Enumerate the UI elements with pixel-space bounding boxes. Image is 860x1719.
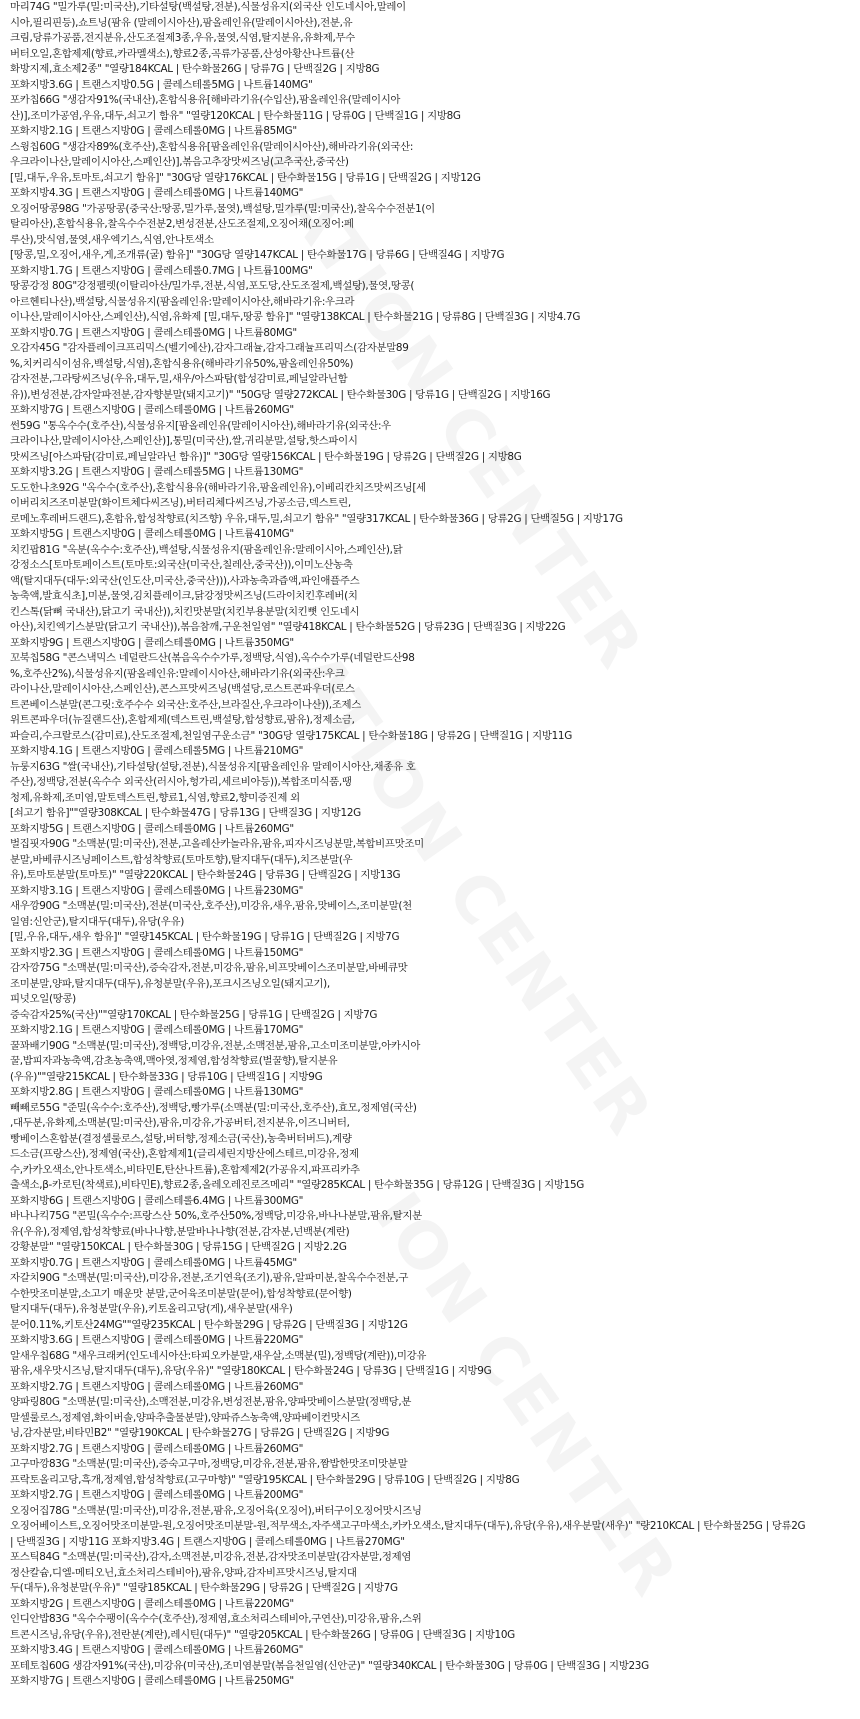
text-line: 오징어베이스트,오징어맛조미분말-원,오징어맛조미분말-원,적무색소,자주색고구마색소,카카오색소,탈지대두(대두),유당(우유),새우분말(새우)" "량210KCAL | 탄수화물25G | 당류2G bbox=[10, 1520, 806, 1532]
text-line: 프락토올리고당,흑개,정제염,합성착향료(고구마향)" "열량195KCAL | 탄수화물29G | 당류10G | 단백질2G | 지방8G bbox=[10, 1473, 520, 1486]
text-line: 주산),정백당,전분(옥수수 외국산(러시아,헝가리,세르비아등)),복합조미식품,땡 bbox=[10, 776, 352, 788]
text-line: 마리74G "밀가루(밀:미국산),기타설탕(백설탕,전분),식물성유지(외국산 인도네시아,말레이 bbox=[10, 1, 406, 13]
text-line: 루산),맛식염,물엿,새우엑기스,식염,안나토색소 bbox=[10, 233, 214, 246]
text-line: | 단백질3G | 지방11G 포화지방3.4G | 트랜스지방0G | 콜레스테롤0MG | 나트륨270MG" bbox=[10, 1535, 405, 1548]
text-line: 인디안밥83G "옥수수팽이(옥수수(호주산),정제염,효소처리스테비아,구연산),미강유,팜유,스위 bbox=[10, 1613, 422, 1625]
text-line: 라이나산,말레이시아산,스페인산),콘스프맛씨즈닝(백설당,로스트콘파우더(로스 bbox=[10, 683, 355, 695]
text-line: 트콘시즈닝,유당(우유),전란분(계란),레시틴(대두)" "열량205KCAL | 탄수화물26G | 당류0G | 단백질3G | 지방10G bbox=[10, 1628, 515, 1641]
text-line: 위트콘파우더(뉴질랜드산),혼합제제(덱스트린,백설탕,합성향료,팜유),정제소금, bbox=[10, 714, 355, 726]
text-line: 강황분말" "열량150KCAL | 탄수화물30G | 당류15G | 단백질2G | 지방2.2G bbox=[10, 1241, 347, 1253]
text-line: 킨스톡(닭뼈 국내산),닭고기 국내산)),치킨맛분말(치킨부용분말(치킨뼛 인도네시 bbox=[10, 605, 360, 618]
text-line: 산)],조미가공염,우유,대두,쇠고기 함유" "열량120KCAL | 탄수화물11G | 당류0G | 단백질1G | 지방8G bbox=[10, 109, 461, 122]
text-line: 감자깡75G "소맥분(밀:미국산),증숙감자,전분,미강유,팜유,비프맛베이스조미분말,바베큐맛 bbox=[10, 962, 408, 974]
text-line: 땅콩강정 80G"강정펠렛(이탈리아산/밀가루,전분,식염,포도당,산도조절제,백설탕),물엿,땅콩( bbox=[10, 280, 415, 292]
text-line: 조미분말,양파,탈지대두(대두),유청분말(우유),포크시즈닝오일(돼지고기), bbox=[10, 977, 330, 990]
text-line: 새우깡90G "소맥분(밀:미국산),전분(미국산,호주산),미강유,새우,팜유,맛베이스,조미분말(천 bbox=[10, 900, 412, 912]
text-line: 이나산,말레이시아산,스페인산),식염,유화제 [밀,대두,땅콩 함유]" "열량138KCAL | 탄수화물21G | 당류8G | 단백질3G | 지방4.7G bbox=[10, 311, 581, 323]
text-line: 포화지방1.7G | 트랜스지방0G | 콜레스테롤0.7MG | 나트륨100MG" bbox=[10, 264, 313, 277]
text-line: 포스틱84G "소맥분(밀:미국산),감자,소맥전분,미강유,전분,감자맛조미분말(감자분말,정제염 bbox=[10, 1551, 412, 1563]
text-line: 유),토마토분말(토마토)" "열량220KCAL | 탄수화물24G | 당류3G | 단백질2G | 지방13G bbox=[10, 869, 401, 881]
text-line: 출색소,β-카로틴(착색료),비타민E),향료2종,올레오레진로즈메리" "열량285KCAL | 탄수화물35G | 당류12G | 단백질3G | 지방15G bbox=[10, 1179, 585, 1191]
text-line: 유)),변성전분,감자알파전분,감자향분말(돼지고기)" "50G당 열량272KCAL | 탄수화물30G | 당류1G | 단백질2G | 지방16G bbox=[10, 388, 551, 401]
text-line: 크림,당류가공품,전지분유,산도조절제3종,우유,물엿,식염,탈지분유,유화제,무수 bbox=[10, 32, 355, 44]
text-line: 말셀룰로스,정제염,화이버솔,양파추출물분말),양파쥬스농축액,양파베이컨맛시즈 bbox=[10, 1411, 360, 1424]
text-line: 포화지방3.4G | 트랜스지방0G | 콜레스테롤0MG | 나트륨260MG" bbox=[10, 1644, 304, 1656]
text-line: 팜유,새우맛시즈닝,탈지대두(대두),유당(우유)" "열량180KCAL | 탄수화물24G | 당류3G | 단백질1G | 지방9G bbox=[10, 1365, 492, 1377]
text-line: 로메노후레버드랜드),혼합유,합성착향료(치즈향) 우유,대두,밀,쇠고기 함유" "열량317KCAL | 탄수화물36G | 당류2G | 단백질5G | 지방17G bbox=[10, 512, 623, 525]
text-line: 우크라이나산,말레이시아산,스페인산)],볶음고추장맛씨즈닝(고추국산,중국산) bbox=[10, 156, 349, 168]
text-line: 버터오일,혼합제제(향료,카라멜색소),향료2종,곡류가공품,산성아황산나트륨(산 bbox=[10, 47, 355, 60]
text-line: %,호주산2%),식물성유지(팜올레인유:말레이시아산,해바라기유(외국산:우크 bbox=[10, 667, 345, 680]
text-line: 포화지방2.7G | 트랜스지방0G | 콜레스테롤0MG | 나트륨260MG" bbox=[10, 1380, 304, 1393]
text-line: 빵베이스혼합분(결정셀룰로스,설탕,버터향,정제소금(국산),농축버터버드),계량 bbox=[10, 1132, 352, 1145]
text-line: 양파링80G "소맥분(밀:미국산),소맥전분,미강유,변성전분,팜유,양파맛베이스분말(정백당,분 bbox=[10, 1396, 412, 1408]
text-line: 포화지방2G | 트랜스지방0G | 콜레스테롤0MG | 나트륨220MG" bbox=[10, 1597, 294, 1610]
text-line: 화방지제,효소제2종" "열량184KCAL | 탄수화물26G | 당류7G | 단백질2G | 지방8G bbox=[10, 63, 380, 75]
text-line: 포화지방4.1G | 트랜스지방0G | 콜레스테롤5MG | 나트륨210MG" bbox=[10, 745, 304, 757]
text-line: 포화지방2.1G | 트랜스지방0G | 콜레스테롤0MG | 나트륨170MG" bbox=[10, 1024, 304, 1036]
text-line: 포화지방2.3G | 트랜스지방0G | 콜레스테롤0MG | 나트륨150MG" bbox=[10, 946, 304, 959]
text-line: 포화지방6G | 트랜스지방0G | 콜레스테롤6.4MG | 나트륨300MG" bbox=[10, 1194, 304, 1207]
text-line: 포화지방2.8G | 트랜스지방0G | 콜레스테롤0MG | 나트륨130MG" bbox=[10, 1086, 304, 1098]
text-line: [쇠고기 함유]""열량308KCAL | 탄수화물47G | 당류13G | 단백질3G | 지방12G bbox=[10, 807, 361, 819]
text-line: 시아,필리핀등),쇼트닝(팜유 (말레이시아산),팜올레인유(말레이시아산),전분,유 bbox=[10, 16, 353, 29]
text-line: 포화지방5G | 트랜스지방0G | 콜레스테롤0MG | 나트륨260MG" bbox=[10, 822, 294, 835]
text-line: 포화지방0.7G | 트랜스지방0G | 콜레스테롤0MG | 나트륨80MG" bbox=[10, 326, 297, 339]
text-line: 고구마깡83G "소맥분(밀:미국산),증숙고구마,정백당,미강유,전분,팜유,짬밥한맛조미맛분말 bbox=[10, 1458, 408, 1470]
text-line: 꿀꽈배기90G "소맥분(밀:미국산),정백당,미강유,전분,소맥전분,팜유,고소미조미분말,아카시아 bbox=[10, 1039, 421, 1052]
text-line: 뉴룽지63G "쌀(국내산),기타설탕(설탕,전분),식물성유지[팜올레인유 말레이시아산,채종유 호 bbox=[10, 760, 416, 773]
text-line: 포화지방9G | 트랜스지방0G | 콜레스테롤0MG | 나트륨350MG" bbox=[10, 636, 294, 649]
text-line: 정산칼슘,디엘-메티오닌,효소처리스테비아),팜유,양파,감자비프맛시즈닝,탈지대 bbox=[10, 1566, 357, 1579]
text-line: 트콘베이스분말(콘그릿:호주수수 외국산:호주산,브라질산,우크라이나산)),조제스 bbox=[10, 698, 362, 711]
text-line: 포카칩66G "생감자91%(국내산),혼합식용유[해바라기유(수입산),팜올레인유(말레이시아 bbox=[10, 94, 401, 106]
nutrition-ingredient-list bbox=[10, 0, 855, 1690]
text-line: 포화지방2.7G | 트랜스지방0G | 콜레스테롤0MG | 나트륨200MG" bbox=[10, 1489, 304, 1501]
text-line: 꼬북칩58G "콘스낵믹스 네덜란드산(볶음옥수수가루,정백당,식염),옥수수가루(네덜란드산98 bbox=[10, 652, 415, 664]
text-line: 증숙감자25%(국산)""열량170KCAL | 탄수화물25G | 당류1G | 단백질2G | 지방7G bbox=[10, 1008, 378, 1021]
text-line: 빼빼로55G "준밀(옥수수:호주산),정백당,빵가루(소맥분(밀:미국산,호주산),효모,정제염(국산) bbox=[10, 1101, 417, 1114]
text-line: ,대두분,유화제,소맥분(밀:미국산),팜유,미강유,가공버터,전지분유,이즈니버터, bbox=[10, 1117, 350, 1129]
text-line: 오징어집78G "소맥분(밀:미국산),미강유,전분,팜유,오징어육(오징어),버터구이오징어맛시즈닝 bbox=[10, 1504, 422, 1517]
text-line: 알새우칩68G "새우크래커(인도네시아산:타피오카분말,새우살,소맥분(밀),정백당(계란)),미강유 bbox=[10, 1349, 427, 1362]
text-line: 포화지방2.7G | 트랜스지방0G | 콜레스테롤0MG | 나트륨260MG" bbox=[10, 1442, 304, 1455]
text-line: 포테토칩60G 생감자91%(국산),미강유(미국산),조미염분말(볶음천일염(신안군)" "열량340KCAL | 탄수화물30G | 당류0G | 단백질3G | 지방23G bbox=[10, 1659, 649, 1672]
text-line: 일염:신안군),탈지대두(대두),유당(우유) bbox=[10, 915, 185, 928]
text-line: 포화지방3.2G | 트랜스지방0G | 콜레스테롤5MG | 나트륨130MG" bbox=[10, 466, 304, 478]
text-line: %,치커리식이섬유,백설탕,식염),혼합식용유(해바라기유50%,팜올레인유50%) bbox=[10, 357, 354, 370]
text-line: 분말,바베큐시즈닝페이스트,합성착향료(토마토향),탈지대두(대두),치즈분말(우 bbox=[10, 853, 353, 866]
text-line: 이버리치즈조미분말(화이트체다씨즈닝),버터리체다씨즈닝,가공소금,덱스트린, bbox=[10, 497, 351, 509]
text-line: 아산),치킨엑기스분말(닭고기 국내산)),볶음참깨,구운천일염" "열량418KCAL | 탄수화물52G | 당류23G | 단백질3G | 지방22G bbox=[10, 621, 566, 633]
text-line: 포화지방3.1G | 트랜스지방0G | 콜레스테롤0MG | 나트륨230MG" bbox=[10, 884, 304, 897]
text-line: 포화지방7G | 트랜스지방0G | 콜레스테롤0MG | 나트륨260MG" bbox=[10, 404, 294, 416]
text-line: 자갈치90G "소맥분(밀:미국산),미강유,전분,조기연육(조기),팜유,알파미분,찰옥수수전분,구 bbox=[10, 1272, 409, 1284]
text-line: 도도한나초92G "옥수수(호주산),혼합식용유(해바라기유,팜올레인유),이베리칸치즈맛씨즈닝[세 bbox=[10, 481, 426, 494]
text-line: 포화지방0.7G | 트랜스지방0G | 콜레스테롤0MG | 나트륨45MG" bbox=[10, 1256, 297, 1269]
text-line: 스윙칩60G "생감자89%(호주산),혼합식용유[팜올레인유(말레이시아산),해바라기유(외국산: bbox=[10, 140, 414, 153]
text-line: 포화지방3.6G | 트랜스지방0.5G | 콜레스테롤5MG | 나트륨140MG" bbox=[10, 78, 313, 91]
text-line: 유(우유),정제염,합성착향료(바나나향,분말바나나향(전분,감자분,넌백분(계란) bbox=[10, 1225, 350, 1238]
text-line: 치킨팝81G "옥분(옥수수:호주산),백설탕,식물성유지(팜올레인유:말레이시아,스페인산),닭 bbox=[10, 543, 403, 556]
text-line: 수,카카오색소,안나토색소,비타민E,탄산나트륨),혼합제제2(가공유지,파프리카추 bbox=[10, 1163, 360, 1176]
text-line: 농축액,발효식초],미분,물엿,김치플레이크,닭강정맛씨즈닝(드라이치킨후레버(치 bbox=[10, 590, 358, 602]
text-line: 포화지방3.6G | 트랜스지방0G | 콜레스테롤0MG | 나트륨220MG" bbox=[10, 1334, 304, 1346]
text-line: (우유)""열량215KCAL | 탄수화물33G | 당류10G | 단백질1G | 지방9G bbox=[10, 1070, 323, 1083]
text-line: 오징어땅콩98G "가공땅콩(중국산:땅콩,밀가루,물엿),백설탕,밀가루(밀:미국산),찰옥수수전분1(이 bbox=[10, 202, 435, 215]
text-line: 오감자45G "감자플레이크프리믹스(벨기에산),감자그래뉼,감자그래뉼프리믹스(감자분말89 bbox=[10, 342, 409, 354]
text-line: 청제,유화제,조미염,말토덱스트린,향료1,식염,향료2,향미증진제 외 bbox=[10, 791, 300, 804]
text-line: 닝,감자분말,비타민B2" "열량190KCAL | 탄수화물27G | 당류2G | 단백질2G | 지방9G bbox=[10, 1427, 390, 1439]
text-line: 강정소스[토마토페이스트(토마토:외국산(미국산,칠레산,중국산)),이미노산농축 bbox=[10, 559, 353, 571]
text-line: 수한맛조미분말,소고기 매운맛 분말,군어육조미분말(문어),합성착향료(문어향) bbox=[10, 1287, 352, 1300]
text-line: 크라이나산,말레이시아산,스페인산)],통밀(미국산),쌀,귀리분말,설탕,핫스파이시 bbox=[10, 435, 358, 447]
text-line: 썬59G "통옥수수(호주산),식물성유지[팜올레인유(말레이시아산),해바라기유(외국산:우 bbox=[10, 419, 391, 432]
text-line: 감자전분,그라탕씨즈닝(우유,대두,밀,새우/아스파탐(합성감미료,페닐알라닌함 bbox=[10, 373, 348, 385]
text-line: 포화지방4.3G | 트랜스지방0G | 콜레스테롤0MG | 나트륨140MG" bbox=[10, 187, 304, 199]
text-line: [땅콩,밀,오징어,새우,게,조개류(굴) 함유]" "30G당 열량147KCAL | 탄수화물17G | 당류6G | 단백질4G | 지방7G bbox=[10, 249, 505, 261]
text-line: 포화지방7G | 트랜스지방0G | 콜레스테롤0MG | 나트륨250MG" bbox=[10, 1675, 294, 1687]
text-line: 탈지대두(대두),유청분말(우유),키토올리고당(게),새우분말(새우) bbox=[10, 1303, 293, 1315]
text-line: 꿀,밥피자과농축액,감초농축액,맥아엿,정제염,합성착향료(벌꿀향),탈지분유 bbox=[10, 1055, 338, 1067]
text-line: 드소금(프랑스산),정제염(국산),혼합제제1(글리세린지방산에스테르,미강유,정제 bbox=[10, 1148, 359, 1160]
text-line: 탈리아산),혼합식용유,찰옥수수전분2,변성전분,산도조절제,오징어채(오징어:페 bbox=[10, 218, 354, 230]
text-line: 피넛오일(땅콩) bbox=[10, 993, 76, 1005]
text-line: 문어0.11%,키토산24MG""열량235KCAL | 탄수화물29G | 당류2G | 단백질3G | 지방12G bbox=[10, 1318, 408, 1331]
text-line: 포화지방5G | 트랜스지방0G | 콜레스테롤0MG | 나트륨410MG" bbox=[10, 528, 294, 540]
text-line: 아르헨티나산),백설탕,식물성유지(팜올레인유:말레이시아산,해바라기유:우크라 bbox=[10, 295, 355, 308]
text-line: [밀,우유,대두,새우 함유]" "열량145KCAL | 탄수화물19G | 당류1G | 단백질2G | 지방7G bbox=[10, 931, 400, 943]
text-line: 액(탈지대두(대두:외국산(인도산,미국산,중국산))),사과농축과즙액,파인애플주스 bbox=[10, 574, 360, 587]
text-line: 바나나킥75G "콘밀(옥수수:프랑스산 50%,호주산50%,정백당,미강유,바나나분말,팜유,탈지분 bbox=[10, 1210, 422, 1222]
text-line: 포화지방2.1G | 트랜스지방0G | 콜레스테롤0MG | 나트륨85MG" bbox=[10, 125, 297, 137]
text-line: 두(대두),유청분말(우유)" "열량185KCAL | 탄수화물29G | 당류2G | 단백질2G | 지방7G bbox=[10, 1582, 398, 1594]
text-line: [밀,대두,우유,토마토,쇠고기 함유]" "30G당 열량176KCAL | 탄수화물15G | 당류1G | 단백질2G | 지방12G bbox=[10, 171, 481, 184]
text-line: 벌집핏자90G "소맥분(밀:미국산),전분,고올레산카놀라유,팜유,피자시즈닝분말,복합비프맛조미 bbox=[10, 838, 424, 850]
text-line: 맛씨즈닝[아스파탐(감미료,페닐알라닌 함유)]" "30G당 열량156KCAL | 탄수화물19G | 당류2G | 단백질2G | 지방8G bbox=[10, 450, 522, 463]
text-line: 파슬리,수크랄로스(감미료),산도조절제,천일염구운소금" "30G당 열량175KCAL | 탄수화물18G | 당류2G | 단백질1G | 지방11G bbox=[10, 729, 572, 742]
